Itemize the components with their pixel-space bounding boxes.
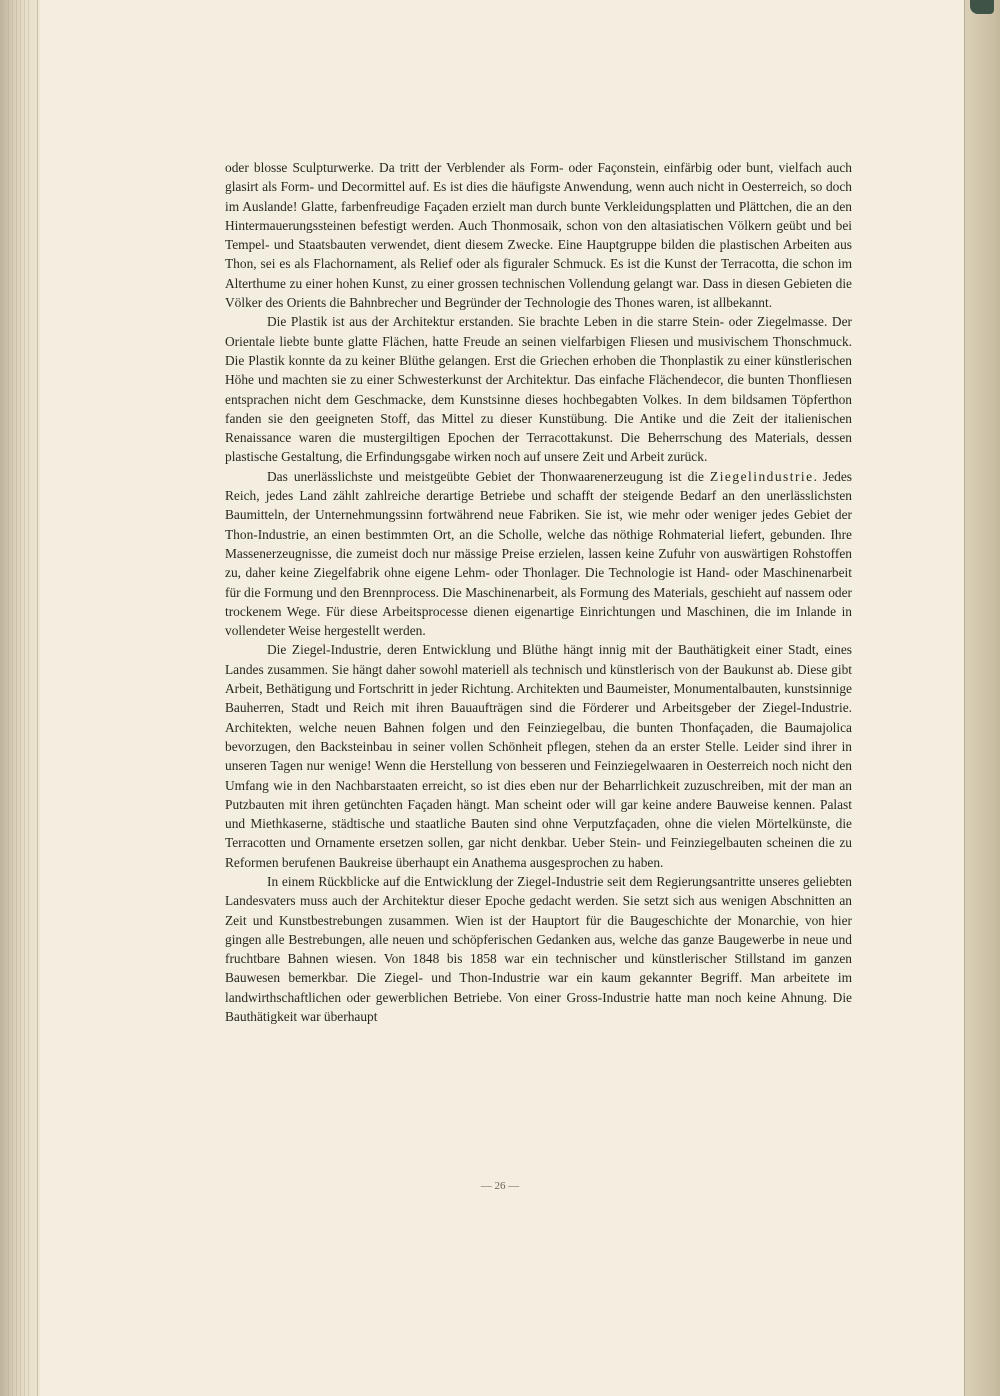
paragraph-3-rest: . Jedes Reich, jedes Land zählt zahlreiche derartige Betriebe und schafft der steigende Bedarf an den unerlässlichsten Baumitteln, der Unternehmungssinn fortwährend neue Fabriken. Sie ist, wie mehr oder weniger jedes Gebiet der Thon-Industrie, an einen bestimmten Ort, an die Scholle, welche das nöthige Rohmaterial liefert, gebunden. Ihre Massenerzeugnisse, die zumeist doch nur mässige Preise erzielen, lassen keine Zufuhr von auswärtigen Rohstoffen zu, daher keine Ziegelfabrik ohne eigene Lehm- oder Thonlager. Die Technologie ist Hand- oder Maschinenarbeit für die Formung und den Brennprocess. Die Maschinenarbeit, als Formung des Materials, geschieht auf nassem oder trockenem Wege. Für diese Arbeitsprocesse dienen eigenartige Einrichtungen und Maschinen, die im Inlande in vollendeter Weise hergestellt werden. (225, 468, 852, 639)
paragraph-3-emphasis: Ziegelindustrie (710, 468, 814, 484)
paragraph-4: Die Ziegel-Industrie, deren Entwicklung und Blüthe hängt innig mit der Bauthätigkeit einer Stadt, eines Landes zusammen. Sie hängt daher sowohl materiell als technisch und künstlerisch von der Baukunst ab. Diese gibt Arbeit, Bethätigung und Fortschritt in jeder Richtung. Architekten und Baumeister, Monumentalbauten, kunstsinnige Bauherren, Stadt und Reich mit ihren Bauaufträgen sind die Förderer und Arbeitsgeber der Ziegel-Industrie. Architekten, welche neuen Bahnen folgen und den Feinziegelbau, die bunten Thonfaçaden, die Baumajolica bevorzugen, den Backsteinbau in seiner vollen Schönheit pflegen, stehen da an erster Stelle. Leider sind ihrer in unseren Tagen nur wenige! Wenn die Herstellung von besseren und Feinziegelwaaren in Oesterreich noch nicht den Umfang wie in den Nachbarstaaten erreicht, so ist dies eben nur der Beharrlichkeit zuzuschreiben, mit der man an Putzbauten mit ihren getünchten Façaden hängt. Man scheint oder will gar keine andere Bauweise kennen. Palast und Miethkaserne, städtische und staatliche Bauten sind ohne Verputzfaçaden, ohne die vielen Mörtelkünste, die Terracotten und Ornamente ersetzen sollen, gar nicht denkbar. Ueber Stein- und Feinziegelbauten scheinen die zu Reformen berufenen Baukreise überhaupt ein Anathema ausgesprochen zu haben. (225, 642, 852, 870)
corner-tab-mark (970, 0, 994, 14)
paragraph-3-lead: Das unerlässlichste und meistgeübte Gebiet der Thonwaarenerzeugung ist die (267, 468, 711, 484)
body-text (225, 158, 852, 1026)
page-number: — 26 — (480, 1180, 520, 1192)
paragraph-2: Die Plastik ist aus der Architektur erstanden. Sie brachte Leben in die starre Stein- oder Ziegelmasse. Der Orientale liebte bunte glatte Flächen, hatte Freude an seinen vielfarbigen Fliesen und musivischem Thonschmuck. Die Plastik konnte da zu keiner Blüthe gelangen. Erst die Griechen erhoben die Thonplastik zu einer künstlerischen Höhe und machten sie zu einer Schwesterkunst der Architektur. Das einfache Flächendecor, die bunten Thonfliesen entsprachen nicht dem Geschmacke, dem Kunstsinne dieses hochbegabten Volkes. In dem bildsamen Töpferthon fanden sie den geeigneten Stoff, das Mittel zu dieser Kunstübung. Die Antike und die Zeit der italienischen Renaissance waren die mustergiltigen Epochen der Terracottakunst. Die Beherrschung des Materials, dessen plastische Gestaltung, die Erfindungsgabe wirken noch auf unsere Zeit und Arbeit zurück. (225, 314, 852, 465)
paragraph-3 (225, 467, 852, 641)
paragraph-1: oder blosse Sculpturwerke. Da tritt der Verblender als Form- oder Façonstein, einfärbig oder bunt, vielfach auch glasirt als Form- und Decormittel auf. Es ist dies die häufigste Anwendung, wenn auch nicht in Oesterreich, so doch im Auslande! Glatte, farbenfreudige Façaden erzielt man durch bunte Verkleidungsplatten und Plättchen, die an den Hintermauerungssteinen befestigt werden. Auch Thonmosaik, schon von den altasiatischen Völkern geübt und bei Tempel- und Staatsbauten verwendet, dient diesem Zwecke. Eine Hauptgruppe bilden die plastischen Arbeiten aus Thon, sei es als Flachornament, als Relief oder als figuraler Schmuck. Es ist die Kunst der Terracotta, die schon im Alterthume zu einer hohen Kunst, zu einer grossen technischen Vollendung gelangt war. Dass in diesen Gebieten die Völker des Orients die Bahnbrecher und Begründer der Technologie des Thones waren, ist allbekannt. (225, 160, 852, 311)
paragraph-5: In einem Rückblicke auf die Entwicklung der Ziegel-Industrie seit dem Regierungsantritte unseres geliebten Landesvaters muss auch der Architektur dieser Epoche gedacht werden. Sie setzt sich aus wenigen Abschnitten an Zeit und Kunstbestrebungen zusammen. Wien ist der Hauptort für die Baugeschichte der Monarchie, von hier gingen alle Bestrebungen, alle neuen und schöpferischen Gedanken aus, welche das ganze Baugewerbe in neue und fruchtbare Bahnen wiesen. Von 1848 bis 1858 war ein technischer und künstlerischer Stillstand im ganzen Bauwesen bemerkbar. Die Ziegel- und Thon-Industrie war ein kaum gekannter Begriff. Man arbeitete im landwirthschaftlichen oder gewerblichen Betriebe. Von einer Gross-Industrie hatte man noch keine Ahnung. Die Bauthätigkeit war überhaupt (225, 873, 852, 1025)
